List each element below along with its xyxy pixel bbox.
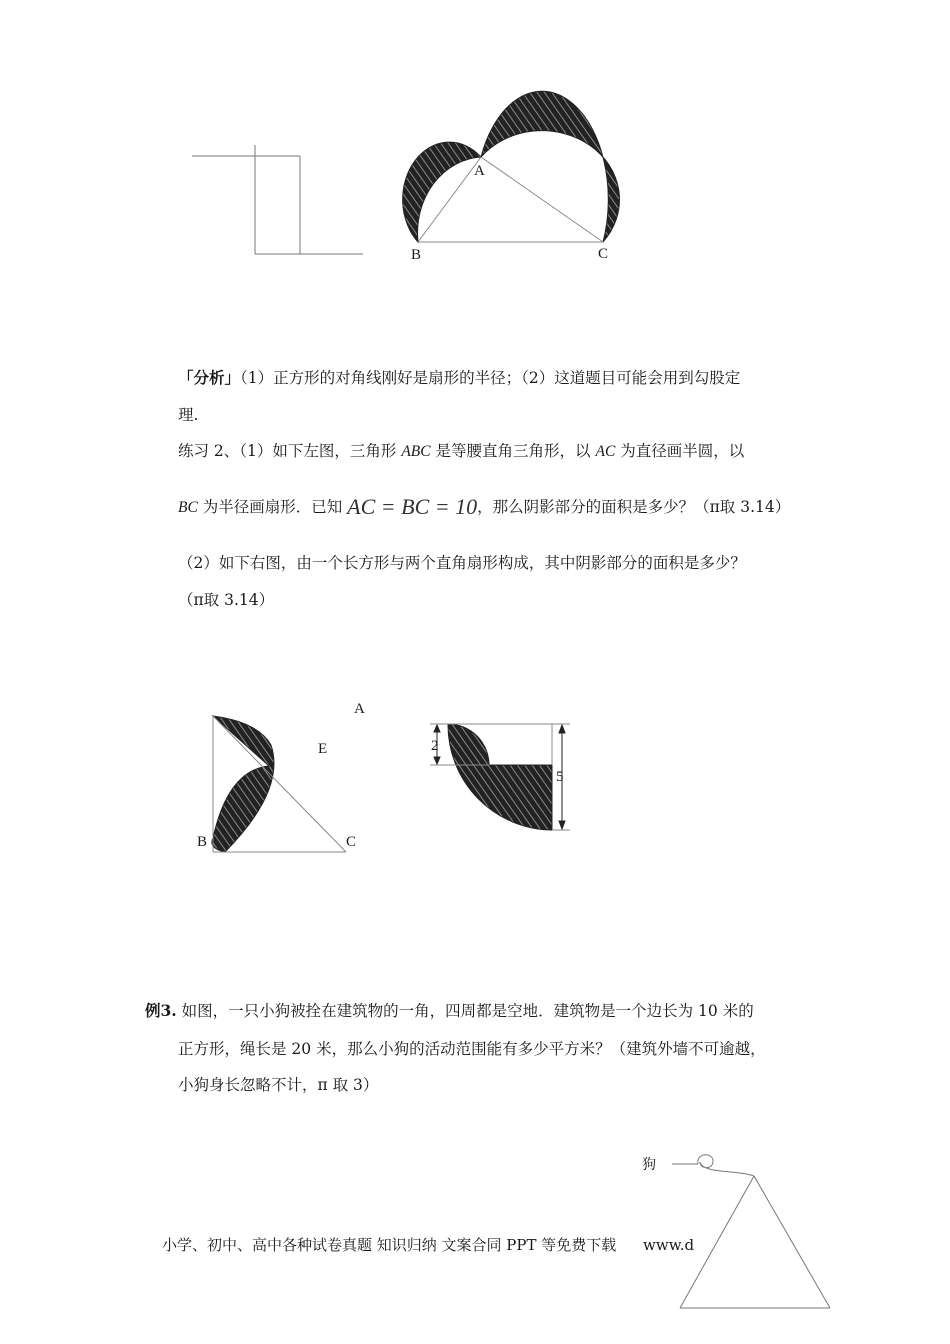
figure2-label-e: E [318, 741, 328, 757]
crescent-figure [403, 91, 620, 242]
figure2-label-b: B [197, 834, 208, 850]
shaded-region [212, 716, 274, 852]
left-crescent [403, 142, 481, 242]
figure2-label-a: A [354, 701, 365, 717]
exercise2-line1 [178, 441, 744, 462]
example3-line3: 小狗身长忽略不计，π 取 3） [178, 1076, 379, 1094]
exercise2-part2-line1: （2）如下右图，由一个长方形与两个直角扇形构成，其中阴影部分的面积是多少？ [178, 554, 746, 572]
analysis-tag: 「分析」 [178, 368, 241, 387]
square-lines-figure [192, 145, 363, 254]
example3-line2: 正方形，绳长是 20 米，那么小狗的活动范围能有多少平方米？（建筑外墙不可逾越， [178, 1040, 766, 1058]
text-run: 为半径画扇形．已知 [197, 498, 348, 516]
formula-ac-bc: AC = BC = 10 [347, 494, 478, 519]
figure3-label-two: 2 [431, 738, 439, 754]
figure1-label-c: C [598, 246, 609, 262]
footer-url[interactable]: www.d [643, 1236, 695, 1254]
var-bc: BC [178, 499, 198, 516]
analysis-text: （1）正方形的对角线刚好是扇形的半径；（2）这道题目可能会用到勾股定 [240, 369, 741, 387]
text-run: 练习 2、（1）如下左图，三角形 [178, 442, 402, 460]
example3-line1 [145, 1001, 754, 1021]
exercise2-line2 [178, 493, 790, 522]
example3-tag: 例3. [145, 1001, 177, 1020]
exercise2-part2-line2: （π取 3.14） [178, 591, 275, 609]
figure1-label-a: A [474, 163, 485, 179]
figure2-label-c: C [346, 834, 357, 850]
shaded-region [448, 724, 552, 830]
text-run: ，那么阴影部分的面积是多少？（π取 3.14） [477, 498, 791, 516]
dog-building-figure [672, 1155, 830, 1308]
right-crescent [481, 91, 619, 242]
text-run: 如图，一只小狗被拴在建筑物的一角，四周都是空地．建筑物是一个边长为 10 米的 [176, 1002, 754, 1020]
analysis-line1 [178, 368, 740, 388]
footer-text: 小学、初中、高中各种试卷真题 知识归纳 文案合同 PPT 等免费下载 [162, 1236, 617, 1254]
triangle-sector-figure [212, 716, 346, 852]
text-run: 为直径画半圆，以 [615, 442, 745, 460]
dog-label: 狗 [642, 1157, 656, 1173]
text-run: 是等腰直角三角形，以 [430, 442, 596, 460]
footer [162, 1236, 694, 1256]
figure1-label-b: B [411, 247, 422, 263]
figure3-label-five: 5 [556, 769, 564, 785]
var-abc: ABC [401, 443, 431, 460]
analysis-line2: 理. [178, 406, 199, 424]
var-ac: AC [595, 443, 616, 460]
rectangle-sectors-figure [430, 724, 570, 830]
